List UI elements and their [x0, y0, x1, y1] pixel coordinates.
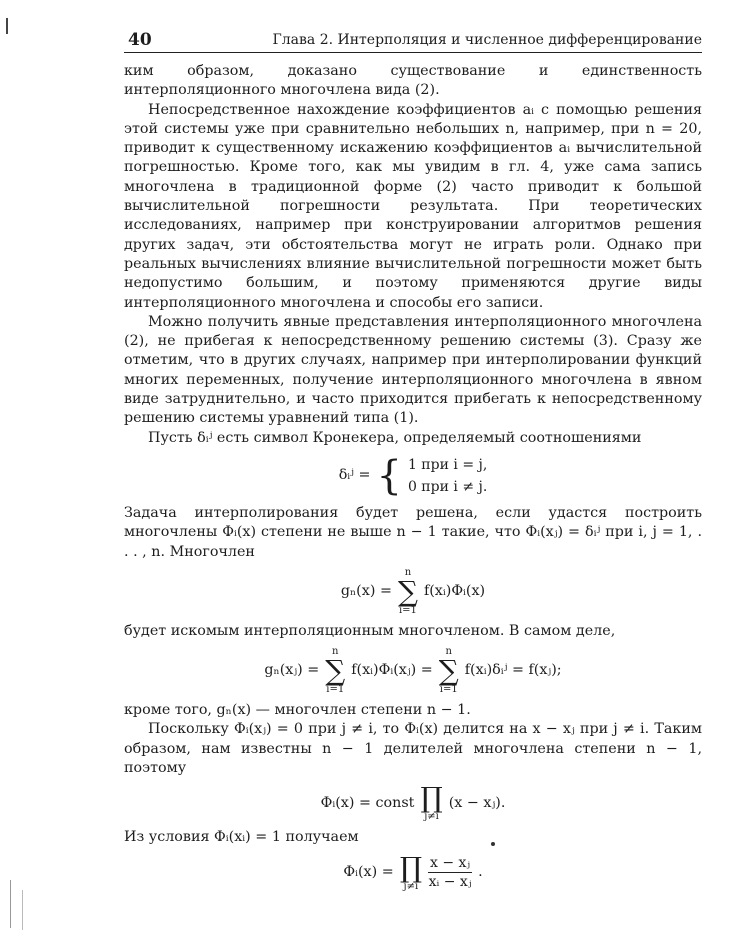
scan-margin-mark	[6, 18, 12, 34]
phi-fraction-formula	[124, 850, 702, 892]
formula-rhs: (x − xⱼ).	[448, 794, 506, 811]
page-header	[124, 28, 702, 53]
page-body	[124, 62, 702, 898]
phi-product-formula	[124, 781, 702, 823]
paragraph: ким образом, доказано существование и единственность интерполяционного многочлена вида (2).	[124, 63, 702, 99]
case-line: 1 при i = j,	[407, 456, 488, 473]
formula-lhs: gₙ(xⱼ) =	[264, 662, 320, 679]
paragraph: Непосредственное нахождение коэффициентов aᵢ с помощью решения этой системы уже при сравнительно небольших n, например, при n = 20, приводит к существенному искажению коэффициентов aᵢ вычислительной погрешностью. Кроме того, как мы увидим в гл. 4, уже сама запись многочлена в традиционной форме (2) часто приводит к большой вычислительной погрешности результата. При теоретических исследованиях, например при конструировании алгоритмов решения других задач, эти обстоятельства могут не играть роли. Однако при реальных вычислениях влияние вычислительной погрешности может быть недопустимо большим, и поэтому применяются другие виды интерполяционного многочлена и способы его записи.	[124, 101, 702, 311]
formula-middle: f(xᵢ)Φᵢ(xⱼ) =	[351, 662, 433, 679]
fraction-denominator: xᵢ − xⱼ	[428, 874, 472, 891]
scan-edge-line	[22, 890, 23, 930]
gn-xj-formula	[124, 647, 702, 695]
formula-lhs: Φᵢ(x) =	[343, 863, 394, 880]
formula-lhs: gₙ(x) =	[340, 583, 392, 600]
fraction	[428, 854, 472, 891]
paragraph: Из условия Φᵢ(xᵢ) = 1 получаем	[124, 829, 359, 846]
formula-rhs: f(xᵢ)Φᵢ(x)	[423, 583, 486, 600]
formula-tail: .	[478, 863, 483, 880]
sum-symbol: n ∑ i=1	[397, 566, 418, 616]
formula-lhs: Φᵢ(x) = const	[320, 794, 415, 811]
paragraph: Можно получить явные представления интерполяционного многочлена (2), не прибегая к непосредственному решению системы (3). Сразу же отметим, что в других случаях, например при интерполировании функций многих переменных, получение интерполяционного многочлена в явном виде затруднительно, и часто приходится прибегать к непосредственному решению системы уравнений типа (1).	[124, 313, 702, 427]
book-page	[124, 0, 702, 930]
page-number: 40	[128, 30, 152, 50]
paragraph: кроме того, gₙ(x) — многочлен степени n − 1.	[124, 702, 471, 719]
ink-speck	[491, 842, 495, 846]
gn-formula	[124, 568, 702, 616]
fraction-numerator: x − xⱼ	[429, 855, 471, 872]
sum-symbol: n ∑ i=1	[325, 646, 346, 696]
brace-symbol: {	[376, 452, 402, 499]
case-line: 0 при i ≠ j.	[407, 478, 488, 495]
paragraph: Задача интерполирования будет решена, если удастся построить многочлены Φᵢ(x) степени не выше n − 1 такие, что Φᵢ(xⱼ) = δᵢʲ при i, j = 1, . . . , n. Многочлен	[124, 504, 702, 560]
product-symbol: ∏ j≠i	[420, 781, 443, 823]
formula-lhs: δᵢʲ =	[338, 467, 371, 484]
paragraph: будет искомым интерполяционным многочленом. В самом деле,	[124, 622, 616, 639]
kronecker-formula	[124, 454, 702, 498]
running-title: Глава 2. Интерполяция и численное дифференцирование	[272, 32, 702, 48]
paragraph: Поскольку Φᵢ(xⱼ) = 0 при j ≠ i, то Φᵢ(x) делится на x − xⱼ при j ≠ i. Таким образом, нам известны n − 1 делителей многочлена степени n − 1, поэтому	[124, 721, 702, 777]
paragraph: Пусть δᵢʲ есть символ Кронекера, определяемый соотношениями	[148, 429, 642, 446]
formula-rhs: f(xᵢ)δᵢʲ = f(xⱼ);	[464, 662, 562, 679]
cases	[408, 454, 487, 498]
scan-edge-line	[10, 880, 11, 928]
product-symbol: ∏ j≠i	[399, 850, 422, 892]
sum-symbol: n ∑ i=1	[438, 646, 459, 696]
